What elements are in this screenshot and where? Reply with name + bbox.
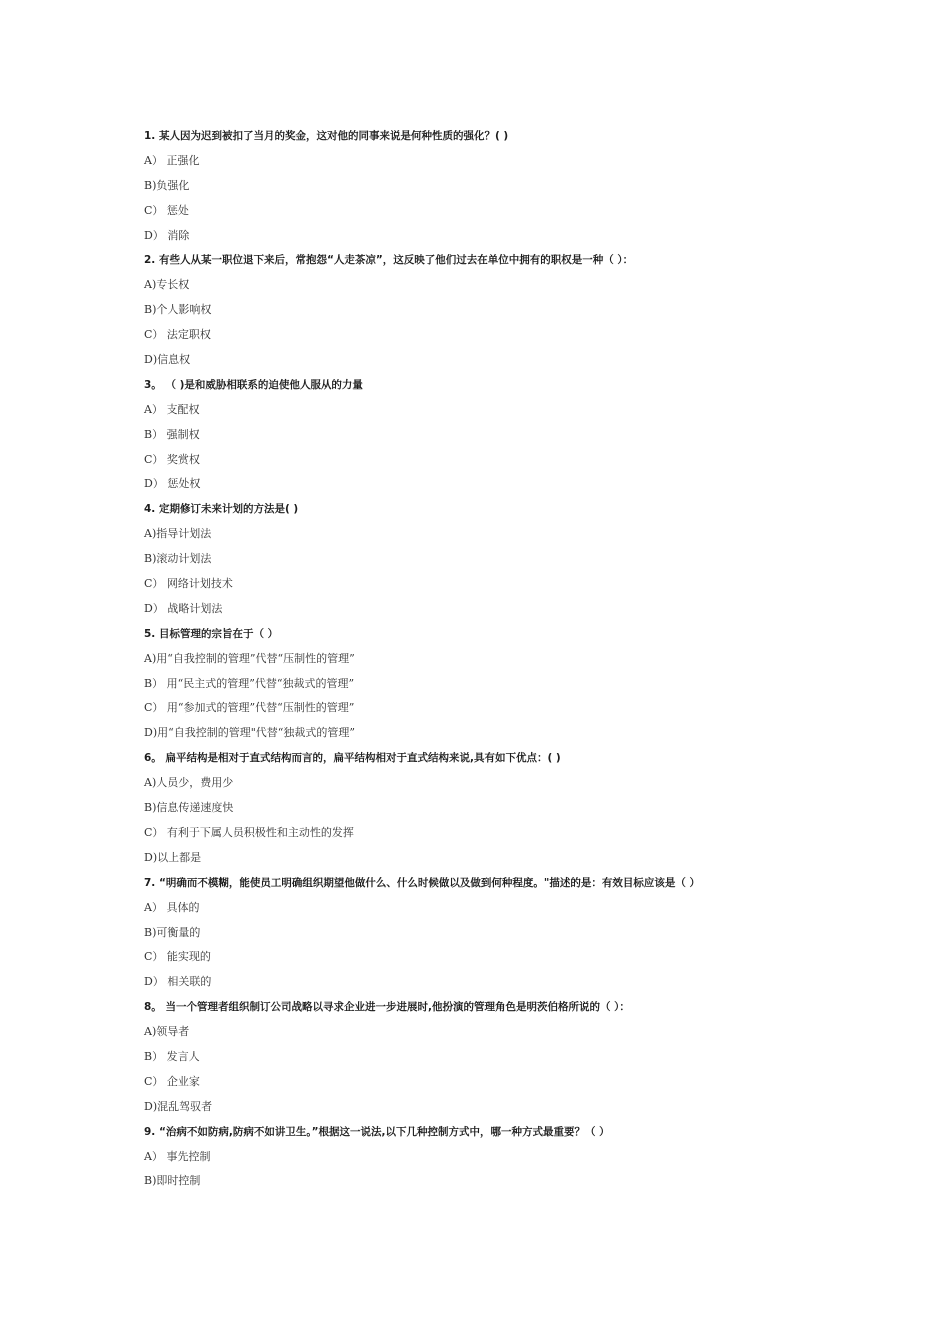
question-text: 4. 定期修订未来计划的方法是( ) [144, 503, 299, 516]
question-text: 7. “明确而不模糊，能使员工明确组织期望他做什么、什么时候做以及做到何种程度。"描述的是：有效目标应该是（ ） [144, 876, 700, 889]
question-5 [144, 622, 844, 746]
option-a: A） 正强化 [144, 153, 200, 167]
option-c: C） 惩处 [144, 203, 189, 217]
question-2 [144, 248, 844, 372]
option-b: B） 发言人 [144, 1049, 200, 1063]
question-text: 9. “治病不如防病,防病不如讲卫生。”根据这一说法,以下几种控制方式中，哪一种方式最重要？（ ） [144, 1125, 610, 1138]
option-d: D） 惩处权 [144, 477, 201, 491]
option-b: B） 用“民主式的管理”代替“独裁式的管理” [144, 676, 355, 690]
option-a: A） 事先控制 [144, 1149, 211, 1163]
question-9 [144, 1120, 844, 1195]
option-c: C） 企业家 [144, 1074, 200, 1088]
option-a: A)领导者 [144, 1025, 190, 1039]
option-c: C） 能实现的 [144, 950, 211, 964]
option-d: D)混乱驾驭者 [144, 1099, 213, 1113]
option-b: B)可衡量的 [144, 925, 201, 939]
option-c: C） 网络计划技术 [144, 577, 233, 591]
question-1 [144, 124, 844, 248]
option-a: A)指导计划法 [144, 527, 212, 541]
question-7 [144, 871, 844, 995]
option-b: B)信息传递速度快 [144, 801, 234, 815]
option-d: D)以上都是 [144, 850, 202, 864]
question-8 [144, 995, 844, 1119]
option-c: C） 用“参加式的管理”代替“压制性的管理” [144, 701, 355, 715]
option-b: B） 强制权 [144, 427, 200, 441]
option-a: A） 支配权 [144, 402, 200, 416]
option-a: A） 具体的 [144, 900, 200, 914]
option-c: C） 奖赏权 [144, 452, 200, 466]
option-b: B)滚动计划法 [144, 552, 212, 566]
option-a: A)人员少，费用少 [144, 776, 234, 790]
question-3 [144, 373, 844, 497]
option-d: D） 战略计划法 [144, 601, 223, 615]
option-b: B)即时控制 [144, 1174, 201, 1188]
option-d: D)用“自我控制的管理"代替“独裁式的管理” [144, 726, 356, 740]
option-d: D） 消除 [144, 228, 190, 242]
question-4 [144, 497, 844, 621]
option-a: A)用“自我控制的管理”代替“压制性的管理” [144, 651, 355, 665]
option-a: A)专长权 [144, 278, 190, 292]
option-c: C） 法定职权 [144, 328, 211, 342]
question-text: 3。 （ )是和威胁相联系的迫使他人服从的力量 [144, 378, 363, 391]
question-text: 2. 有些人从某一职位退下来后，常抱怨“人走茶凉”，这反映了他们过去在单位中拥有的职权是一种（ ）： [144, 254, 634, 267]
question-text: 8。 当一个管理者组织制订公司战略以寻求企业进一步进展时,他扮演的管理角色是明茨伯格所说的（ ）： [144, 1001, 630, 1014]
question-text: 5. 目标管理的宗旨在于（ ） [144, 627, 279, 640]
option-d: D)信息权 [144, 353, 191, 367]
question-text: 1. 某人因为迟到被扣了当月的奖金，这对他的同事来说是何种性质的强化？( ) [144, 130, 509, 142]
option-b: B)负强化 [144, 178, 190, 192]
option-d: D） 相关联的 [144, 975, 212, 989]
question-6 [144, 746, 844, 870]
document-page [144, 124, 844, 1194]
option-b: B)个人影响权 [144, 303, 212, 317]
option-c: C） 有利于下属人员积极性和主动性的发挥 [144, 825, 354, 839]
question-text: 6。 扁平结构是相对于直式结构而言的，扁平结构相对于直式结构来说,具有如下优点：( ) [144, 752, 561, 765]
